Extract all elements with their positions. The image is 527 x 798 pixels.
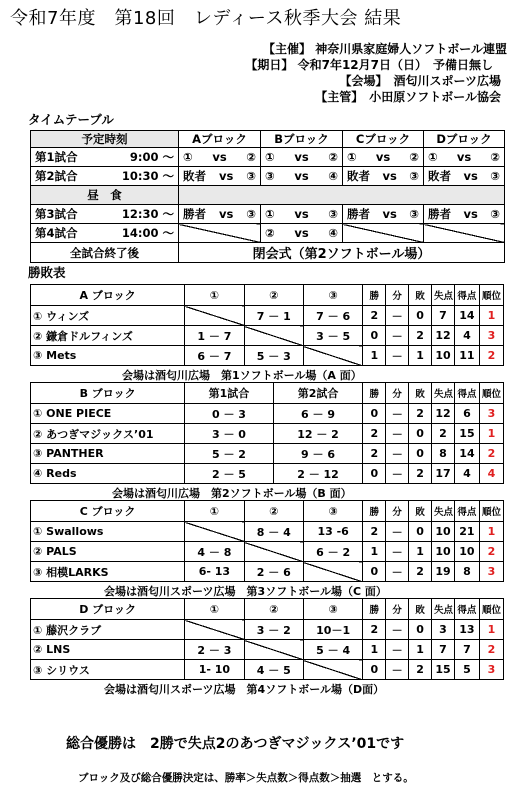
game-header: 第1試合 xyxy=(185,383,274,404)
matchup-team: ③ xyxy=(328,207,338,221)
runs-scored: 5 xyxy=(454,660,479,680)
matchup-vs: vs xyxy=(382,207,397,221)
score-cell: 2 － 5 xyxy=(185,464,274,484)
self-cell xyxy=(185,620,244,640)
stat-header: 失点 xyxy=(432,501,455,522)
score-cell: 2 － 3 xyxy=(185,640,244,660)
score-cell: 3 － 2 xyxy=(244,620,303,640)
runs-scored: 14 xyxy=(454,306,479,326)
empty-slot xyxy=(179,224,261,243)
wins: 1 xyxy=(363,346,386,366)
matchup-vs: vs xyxy=(463,169,478,183)
stat-header: 順位 xyxy=(479,501,503,522)
block-d-venue: 会場は酒匂川スポーツ広場 第4ソフトボール場（D面） xyxy=(104,683,385,696)
runs-allowed: 10 xyxy=(432,522,455,542)
losses: 0 xyxy=(409,620,432,640)
self-cell xyxy=(303,660,362,680)
team-name: ② LNS xyxy=(31,640,185,660)
runs-allowed: 15 xyxy=(432,660,455,680)
block-b-venue: 会場は酒匂川広場 第2ソフトボール場（B 面） xyxy=(112,487,352,500)
stat-header: 得点 xyxy=(454,383,479,404)
block-d-table xyxy=(30,598,504,680)
page-title: 令和7年度 第18回 レディース秋季大会 結果 xyxy=(10,8,402,29)
runs-scored: 6 xyxy=(454,404,479,424)
matchup-team: ① xyxy=(265,207,275,221)
runs-scored: 7 xyxy=(454,640,479,660)
draws: － xyxy=(386,640,409,660)
stat-header: 得点 xyxy=(454,501,479,522)
team-name: ① ウィンズ xyxy=(31,306,185,326)
block-header-row xyxy=(31,501,504,522)
overall-winner: 総合優勝は 2勝で失点2のあつぎマジックス’01です xyxy=(66,736,405,752)
self-cell xyxy=(303,346,362,366)
matchup-team: ④ xyxy=(328,226,338,240)
rank: 2 xyxy=(479,640,503,660)
team-name: ③ 相模LARKS xyxy=(31,562,185,582)
matchup-vs: vs xyxy=(218,207,234,221)
team-name: ② 鎌倉ドルフィンズ xyxy=(31,326,185,346)
opponent-header: ② xyxy=(244,599,303,620)
score-cell: 13 -6 xyxy=(303,522,362,542)
game-header: 第2試合 xyxy=(273,383,363,404)
self-cell xyxy=(185,306,244,326)
runs-allowed: 19 xyxy=(432,562,455,582)
self-cell xyxy=(244,542,303,562)
matchup-team: 敗者 xyxy=(428,169,451,183)
runs-scored: 4 xyxy=(454,326,479,346)
stat-header: 勝 xyxy=(363,599,386,620)
closing-ceremony: 閉会式（第2ソフトボール場） xyxy=(179,243,505,263)
wins: 0 xyxy=(363,326,386,346)
manager-line: 【主管】 小田原ソフトボール協会 xyxy=(315,90,501,104)
draws: － xyxy=(386,404,409,424)
timetable-row xyxy=(31,148,505,167)
stat-header: 失点 xyxy=(432,599,455,620)
matchup-team: 勝者 xyxy=(183,207,206,221)
draws: － xyxy=(386,562,409,582)
team-name: ② あつぎマジックス’01 xyxy=(31,424,185,444)
block-header-row xyxy=(31,599,504,620)
matchup-vs: vs xyxy=(294,169,309,183)
stat-header: 敗 xyxy=(409,383,432,404)
empty-slot xyxy=(424,224,505,243)
opponent-header: ① xyxy=(185,599,244,620)
wins: 2 xyxy=(363,444,386,464)
stat-header: 順位 xyxy=(479,383,503,404)
matchup-vs: vs xyxy=(456,150,472,164)
table-row xyxy=(31,306,504,326)
matchup-team: 勝者 xyxy=(347,207,370,221)
opponent-header: ① xyxy=(185,285,244,306)
score-cell: 1- 10 xyxy=(185,660,244,680)
score-cell: 4 － 8 xyxy=(185,542,244,562)
matchup-team: ① xyxy=(265,150,275,164)
wins: 2 xyxy=(363,620,386,640)
runs-allowed: 12 xyxy=(432,404,455,424)
score-cell: 10－1 xyxy=(303,620,362,640)
score-cell: 5 － 3 xyxy=(244,346,303,366)
stat-header: 失点 xyxy=(432,383,455,404)
stat-header: 順位 xyxy=(479,599,503,620)
matchup-team: ② xyxy=(246,150,256,164)
rank: 1 xyxy=(479,306,503,326)
timetable-header-row xyxy=(31,131,505,148)
matchup-team: ② xyxy=(265,226,275,240)
losses: 2 xyxy=(409,464,432,484)
draws: － xyxy=(386,660,409,680)
timetable-table xyxy=(30,130,505,263)
rule-note: ブロック及び総合優勝決定は、勝率＞失点数＞得点数＞抽選 とする。 xyxy=(78,772,414,784)
date-line: 【期日】 令和7年12月7日（日） 予備日無し xyxy=(245,58,493,72)
matchup-vs: vs xyxy=(382,169,397,183)
stat-header: 敗 xyxy=(409,599,432,620)
block-name: D ブロック xyxy=(31,599,185,620)
score-cell: 6 － 7 xyxy=(185,346,244,366)
rank: 3 xyxy=(479,660,503,680)
match-time: 14:00 ～ xyxy=(121,226,174,240)
runs-allowed: 12 xyxy=(432,326,455,346)
stat-header: 勝 xyxy=(363,285,386,306)
score-cell: 9 － 6 xyxy=(273,444,363,464)
draws: － xyxy=(386,464,409,484)
table-row xyxy=(31,522,504,542)
table-row xyxy=(31,464,504,484)
block-header-row xyxy=(31,285,504,306)
stat-header: 分 xyxy=(386,383,409,404)
block-b-table xyxy=(30,382,504,484)
matchup-vs: vs xyxy=(294,226,309,240)
team-name: ② PALS xyxy=(31,542,185,562)
losses: 0 xyxy=(409,424,432,444)
score-cell: 1 － 7 xyxy=(185,326,244,346)
score-cell: 5 － 4 xyxy=(303,640,362,660)
losses: 1 xyxy=(409,346,432,366)
match-label: 第3試合 xyxy=(35,207,78,221)
losses: 0 xyxy=(409,306,432,326)
wins: 0 xyxy=(363,562,386,582)
match-time: 12:30 ～ xyxy=(121,207,174,221)
score-cell: 2 － 12 xyxy=(273,464,363,484)
wins: 0 xyxy=(363,660,386,680)
table-row xyxy=(31,660,504,680)
rank: 1 xyxy=(479,620,503,640)
rank: 3 xyxy=(479,562,503,582)
opponent-header: ② xyxy=(244,501,303,522)
block-name: A ブロック xyxy=(31,285,185,306)
rank: 2 xyxy=(479,444,503,464)
team-name: ③ PANTHER xyxy=(31,444,185,464)
venue-line: 【会場】 酒匂川スポーツ広場 xyxy=(339,74,501,88)
score-cell: 2 － 6 xyxy=(244,562,303,582)
matchup-vs: vs xyxy=(218,169,234,183)
timetable-lunch-row xyxy=(31,186,505,205)
match-time: 9:00 ～ xyxy=(129,150,174,164)
runs-scored: 4 xyxy=(454,464,479,484)
table-row xyxy=(31,346,504,366)
results-section-title: 勝敗表 xyxy=(28,265,66,280)
draws: － xyxy=(386,306,409,326)
matchup-team: ② xyxy=(328,150,338,164)
table-row xyxy=(31,326,504,346)
runs-allowed: 10 xyxy=(432,542,455,562)
rank: 2 xyxy=(479,346,503,366)
draws: － xyxy=(386,346,409,366)
matchup-team: ① xyxy=(428,150,438,164)
score-cell: 6- 13 xyxy=(185,562,244,582)
matchup-team: ③ xyxy=(490,207,500,221)
block-header-row xyxy=(31,383,504,404)
timetable-header: Bブロック xyxy=(261,131,343,148)
table-row xyxy=(31,404,504,424)
losses: 1 xyxy=(409,542,432,562)
self-cell xyxy=(303,562,362,582)
matchup-team: ③ xyxy=(409,169,419,183)
runs-scored: 10 xyxy=(454,542,479,562)
wins: 0 xyxy=(363,404,386,424)
table-row xyxy=(31,562,504,582)
stat-header: 失点 xyxy=(432,285,455,306)
self-cell xyxy=(185,522,244,542)
losses: 2 xyxy=(409,326,432,346)
score-cell: 4 － 5 xyxy=(244,660,303,680)
losses: 2 xyxy=(409,660,432,680)
stat-header: 分 xyxy=(386,501,409,522)
losses: 1 xyxy=(409,640,432,660)
matchup-vs: vs xyxy=(375,150,391,164)
runs-scored: 11 xyxy=(454,346,479,366)
end-label: 全試合終了後 xyxy=(31,243,179,263)
matchup-team: ③ xyxy=(490,169,500,183)
opponent-header: ① xyxy=(185,501,244,522)
match-time: 10:30 ～ xyxy=(121,169,174,183)
block-a-venue: 会場は酒匂川広場 第1ソフトボール場（A 面） xyxy=(122,369,362,382)
table-row xyxy=(31,620,504,640)
matchup-vs: vs xyxy=(212,150,227,164)
timetable-header: 予定時刻 xyxy=(31,131,179,148)
lunch-span xyxy=(179,186,505,205)
draws: － xyxy=(386,620,409,640)
self-cell xyxy=(244,326,303,346)
losses: 2 xyxy=(409,404,432,424)
block-c-table xyxy=(30,500,504,582)
score-cell: 12 － 2 xyxy=(273,424,363,444)
matchup-vs: vs xyxy=(294,150,309,164)
rank: 4 xyxy=(479,464,503,484)
runs-allowed: 10 xyxy=(432,346,455,366)
score-cell: 7 － 1 xyxy=(244,306,303,326)
losses: 2 xyxy=(409,562,432,582)
timetable-header: Dブロック xyxy=(424,131,505,148)
score-cell: 3 － 0 xyxy=(185,424,274,444)
runs-allowed: 17 xyxy=(432,464,455,484)
table-row xyxy=(31,444,504,464)
timetable-header: Cブロック xyxy=(343,131,424,148)
team-name: ④ Reds xyxy=(31,464,185,484)
wins: 2 xyxy=(363,424,386,444)
match-label: 第2試合 xyxy=(35,169,78,183)
matchup-team: 敗者 xyxy=(347,169,370,183)
runs-allowed: 2 xyxy=(432,424,455,444)
organizer-line: 【主催】 神奈川県家庭婦人ソフトボール連盟 xyxy=(263,42,507,56)
matchup-vs: vs xyxy=(463,207,478,221)
draws: － xyxy=(386,522,409,542)
score-cell: 8 － 4 xyxy=(244,522,303,542)
matchup-team: ④ xyxy=(328,169,338,183)
team-name: ① 藤沢クラブ xyxy=(31,620,185,640)
block-name: B ブロック xyxy=(31,383,185,404)
rank: 2 xyxy=(479,542,503,562)
matchup-team: ② xyxy=(490,150,500,164)
wins: 2 xyxy=(363,522,386,542)
score-cell: 6 － 9 xyxy=(273,404,363,424)
matchup-team: ② xyxy=(409,150,419,164)
match-label: 第1試合 xyxy=(35,150,78,164)
team-name: ① ONE PIECE xyxy=(31,404,185,424)
block-name: C ブロック xyxy=(31,501,185,522)
stat-header: 得点 xyxy=(454,285,479,306)
timetable-row xyxy=(31,224,505,243)
rank: 1 xyxy=(479,424,503,444)
matchup-team: ③ xyxy=(265,169,275,183)
stat-header: 勝 xyxy=(363,383,386,404)
runs-scored: 15 xyxy=(454,424,479,444)
stat-header: 得点 xyxy=(454,599,479,620)
team-name: ① Swallows xyxy=(31,522,185,542)
score-cell: 0 － 3 xyxy=(185,404,274,424)
score-cell: 6 － 2 xyxy=(303,542,362,562)
timetable-row xyxy=(31,205,505,224)
matchup-team: 敗者 xyxy=(183,169,206,183)
timetable-closing-row xyxy=(31,243,505,263)
runs-allowed: 8 xyxy=(432,444,455,464)
block-a-table xyxy=(30,284,504,366)
matchup-team: ③ xyxy=(246,207,256,221)
rank: 1 xyxy=(479,522,503,542)
match-label: 第4試合 xyxy=(35,226,78,240)
runs-scored: 8 xyxy=(454,562,479,582)
matchup-team: 勝者 xyxy=(428,207,451,221)
wins: 0 xyxy=(363,464,386,484)
score-cell: 7 － 6 xyxy=(303,306,362,326)
timetable-section-title: タイムテーブル xyxy=(28,112,114,127)
matchup-team: ① xyxy=(183,150,193,164)
timetable-row xyxy=(31,167,505,186)
runs-allowed: 7 xyxy=(432,306,455,326)
draws: － xyxy=(386,424,409,444)
runs-allowed: 7 xyxy=(432,640,455,660)
runs-allowed: 3 xyxy=(432,620,455,640)
block-c-venue: 会場は酒匂川スポーツ広場 第3ソフトボール場（C 面） xyxy=(104,585,387,598)
opponent-header: ③ xyxy=(303,285,362,306)
matchup-team: ③ xyxy=(409,207,419,221)
wins: 2 xyxy=(363,306,386,326)
stat-header: 敗 xyxy=(409,501,432,522)
losses: 0 xyxy=(409,444,432,464)
opponent-header: ② xyxy=(244,285,303,306)
opponent-header: ③ xyxy=(303,501,362,522)
draws: － xyxy=(386,326,409,346)
matchup-team: ① xyxy=(347,150,357,164)
stat-header: 勝 xyxy=(363,501,386,522)
table-row xyxy=(31,542,504,562)
stat-header: 敗 xyxy=(409,285,432,306)
self-cell xyxy=(244,640,303,660)
runs-scored: 14 xyxy=(454,444,479,464)
score-cell: 3 － 5 xyxy=(303,326,362,346)
losses: 0 xyxy=(409,522,432,542)
lunch-label: 昼 食 xyxy=(31,186,179,205)
rank: 3 xyxy=(479,404,503,424)
table-row xyxy=(31,640,504,660)
table-row xyxy=(31,424,504,444)
runs-scored: 21 xyxy=(454,522,479,542)
wins: 1 xyxy=(363,640,386,660)
rank: 3 xyxy=(479,326,503,346)
score-cell: 5 － 2 xyxy=(185,444,274,464)
stat-header: 順位 xyxy=(479,285,503,306)
empty-slot xyxy=(343,224,424,243)
matchup-team: ③ xyxy=(246,169,256,183)
stat-header: 分 xyxy=(386,285,409,306)
timetable-header: Aブロック xyxy=(179,131,261,148)
opponent-header: ③ xyxy=(303,599,362,620)
runs-scored: 13 xyxy=(454,620,479,640)
stat-header: 分 xyxy=(386,599,409,620)
team-name: ③ シリウス xyxy=(31,660,185,680)
matchup-vs: vs xyxy=(294,207,309,221)
draws: － xyxy=(386,444,409,464)
team-name: ③ Mets xyxy=(31,346,185,366)
draws: － xyxy=(386,542,409,562)
wins: 1 xyxy=(363,542,386,562)
